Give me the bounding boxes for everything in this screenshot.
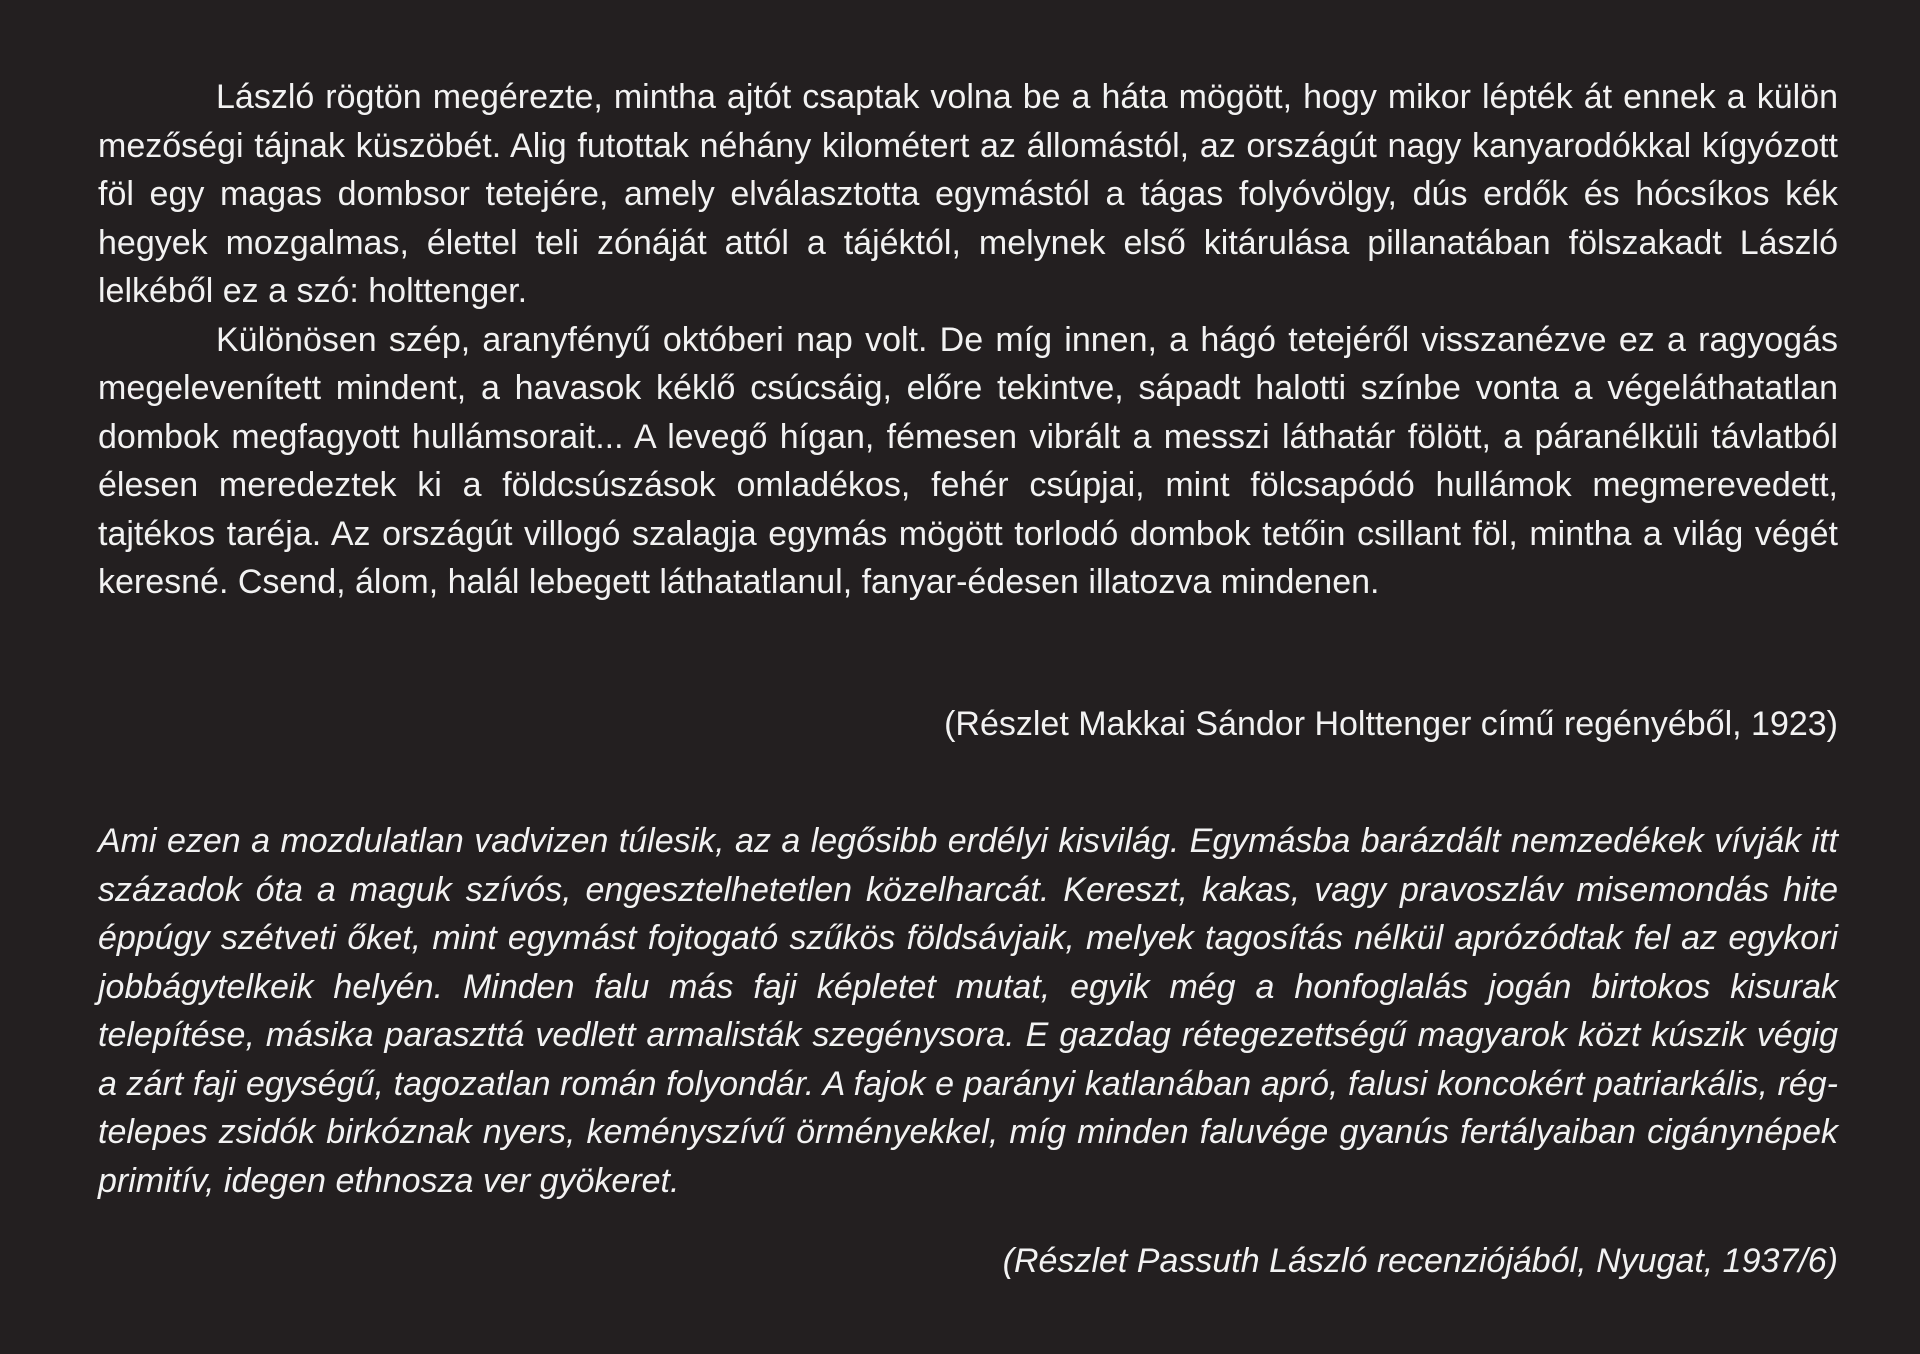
excerpt-paragraph-2: Különösen szép, aranyfényű októberi nap volt. De míg innen, a hágó tetejéről visszanézve ez a ragyogás megelevenített mindent, a havasok kéklő csúcsáig, előre tekintve, sápadt halotti színbe vonta a végeláthatatlan dombok megfagyott hullámsorait... A levegő hígan, fémesen vibrált a messzi láthatár fölött, a páranélküli távlatból élesen meredeztek ki a földcsúszások omladékos, fehér csúpjai, mint fölcsapódó hullámok megmerevedett, tajtékos taréja. Az országút villogó szalagja egymás mögött torlodó dombok tetőin csillant föl, mintha a világ végét keresné. Csend, álom, halál lebegett láthatatlanul, fanyar-édesen illatozva mindenen.	[98, 320, 1838, 601]
review-paragraph: Ami ezen a mozdulatlan vadvizen túlesik, az a legősibb erdélyi kisvilág. Egymásba barázdált nemzedékek vívják itt századok óta a maguk szívós, engesztelhetetlen közelharcát. Kereszt, kakas, vagy pravoszláv misemondás hite éppúgy szétveti őket, mint egymást fojtogató szűkös földsávjaik, melyek tagosítás nélkül aprózódtak fel az egykori jobbágytelkeik helyén. Minden falu más faji képletet mutat, egyik még a honfoglalás jogán birtokos kisurak telepítése, másika paraszttá vedlett armalisták szegénysora. E gazdag rétegezettségű magyarok közt kúszik végig a zárt faji egységű, tagozatlan román folyondár. A fajok e parányi katlanában apró, falusi koncokért patriarkális, rég-telepes zsidók birkóznak nyers, keményszívű örményekkel, míg minden faluvége gyanús fertályaiban cigánynépek primitív, idegen ethnosza ver gyökeret.	[98, 822, 1838, 1200]
review-attribution: (Részlet Passuth László recenziójából, Nyugat, 1937/6)	[1002, 1242, 1838, 1280]
novel-attribution: (Részlet Makkai Sándor Holttenger című regényéből, 1923)	[944, 705, 1838, 743]
novel-excerpt	[98, 73, 1838, 607]
excerpt-paragraph-1: László rögtön megérezte, mintha ajtót csaptak volna be a háta mögött, hogy mikor lépték át ennek a külön mezőségi tájnak küszöbét. Alig futottak néhány kilométert az állomástól, az országút nagy kanyarodókkal kígyózott föl egy magas dombsor tetejére, amely elválasztotta egymástól a tágas folyóvölgy, dús erdők és hócsíkos kék hegyek mozgalmas, élettel teli zónáját attól a tájéktól, melynek első kitárulása pillanatában fölszakadt László lelkéből ez a szó: holttenger.	[98, 78, 1838, 310]
review-excerpt	[98, 817, 1838, 1205]
